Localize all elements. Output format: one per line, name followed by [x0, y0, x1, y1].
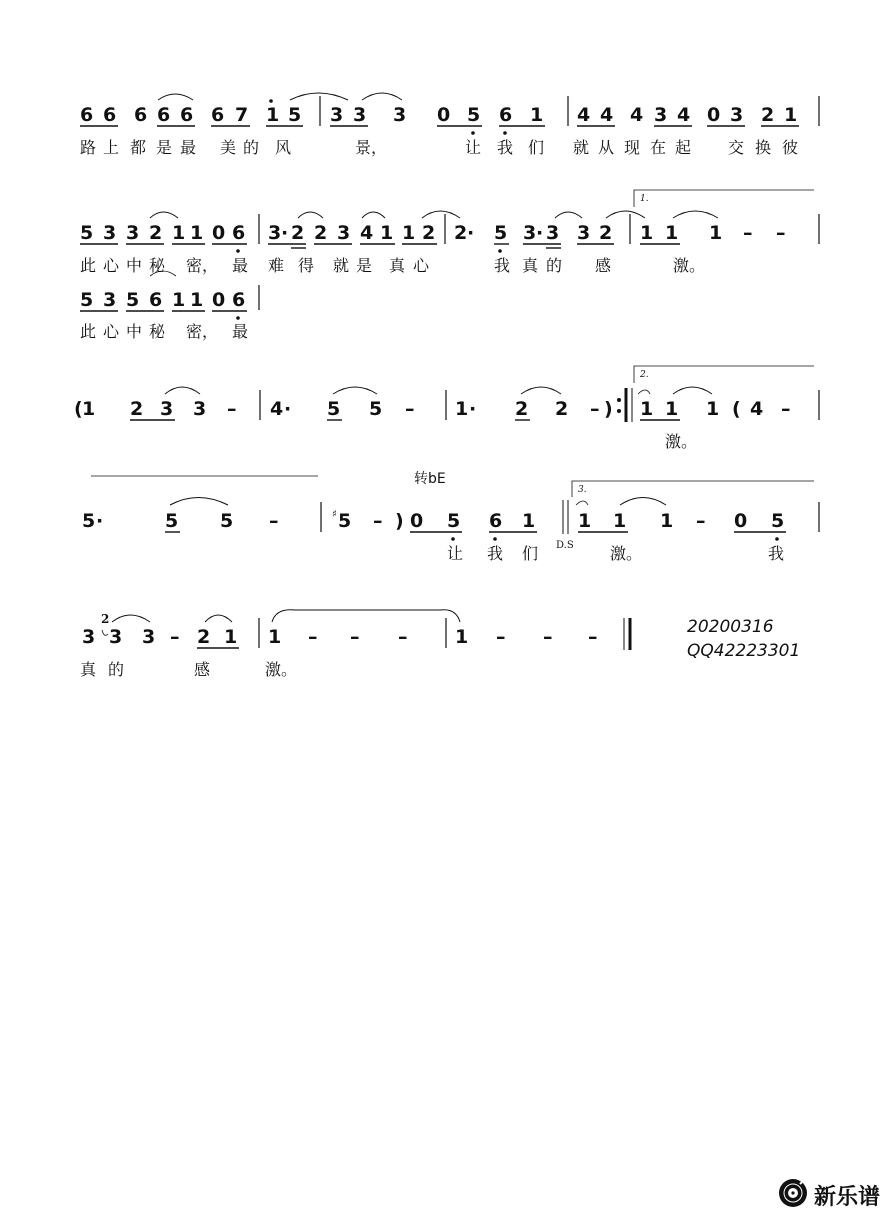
svg-text:4: 4 [577, 104, 591, 126]
svg-text:2: 2 [761, 104, 775, 126]
svg-text:感: 感 [194, 660, 211, 679]
system-6 [80, 610, 800, 679]
svg-text:换: 换 [755, 138, 772, 157]
svg-text:1: 1 [522, 510, 536, 532]
svg-text:7: 7 [235, 104, 249, 126]
svg-text:就: 就 [333, 256, 350, 275]
svg-text:的: 的 [243, 138, 260, 157]
system-5 [82, 471, 819, 563]
svg-text:让: 让 [465, 138, 482, 157]
svg-text:0: 0 [707, 104, 721, 126]
svg-text:就: 就 [573, 138, 590, 157]
svg-text:1: 1 [530, 104, 544, 126]
svg-text:路: 路 [80, 138, 97, 157]
svg-text:5: 5 [447, 510, 461, 532]
svg-text:秘: 秘 [149, 322, 166, 341]
svg-text:–: – [781, 398, 791, 420]
svg-text:真: 真 [522, 256, 539, 275]
svg-text:–: – [588, 626, 598, 648]
svg-text:起: 起 [675, 138, 692, 157]
svg-text:1: 1 [172, 289, 186, 311]
svg-text:我: 我 [487, 544, 504, 563]
svg-text:密，: 密， [186, 322, 219, 341]
svg-text:6: 6 [232, 222, 246, 244]
svg-text:5: 5 [338, 510, 352, 532]
svg-text:4: 4 [630, 104, 644, 126]
volta-3-label: 3. [578, 485, 587, 495]
svg-text:–: – [405, 398, 415, 420]
svg-text:–: – [227, 398, 237, 420]
svg-text:3: 3 [126, 222, 140, 244]
svg-text:1: 1 [640, 222, 654, 244]
brand-logo[interactable] [778, 1178, 880, 1212]
svg-text:3: 3 [337, 222, 351, 244]
svg-text:1: 1 [660, 510, 674, 532]
svg-text:3: 3 [546, 222, 560, 244]
svg-text:4: 4 [600, 104, 614, 126]
svg-text:–: – [543, 626, 553, 648]
svg-text:1: 1 [224, 626, 238, 648]
svg-text:1: 1 [784, 104, 798, 126]
system-3 [80, 285, 259, 341]
svg-text:·: · [469, 398, 477, 420]
svg-text:真: 真 [80, 660, 97, 679]
svg-text:3: 3 [523, 222, 537, 244]
svg-text:3: 3 [193, 398, 207, 420]
svg-text:5: 5 [288, 104, 302, 126]
svg-text:5: 5 [369, 398, 383, 420]
svg-text:从: 从 [598, 138, 615, 157]
svg-text:5: 5 [82, 510, 96, 532]
svg-text:2: 2 [149, 222, 163, 244]
svg-text:的: 的 [546, 256, 563, 275]
svg-text:·: · [536, 222, 544, 244]
svg-text:3: 3 [730, 104, 744, 126]
svg-text:1: 1 [190, 222, 204, 244]
svg-text:6: 6 [149, 289, 163, 311]
svg-text:此: 此 [80, 322, 97, 341]
svg-text:们: 们 [528, 138, 545, 157]
svg-text:6: 6 [489, 510, 503, 532]
svg-text:中: 中 [126, 322, 143, 341]
svg-text:1: 1 [82, 398, 96, 420]
svg-text:–: – [170, 626, 180, 648]
svg-text:是: 是 [156, 138, 173, 157]
svg-text:2: 2 [314, 222, 328, 244]
svg-text:现: 现 [624, 138, 641, 157]
volta-2-label: 2. [640, 370, 649, 380]
svg-text:1: 1 [665, 222, 679, 244]
svg-text:3: 3 [393, 104, 407, 126]
svg-text:2: 2 [454, 222, 468, 244]
svg-text:心: 心 [413, 256, 430, 275]
svg-text:6: 6 [232, 289, 246, 311]
svg-text:1: 1 [578, 510, 592, 532]
svg-text:1: 1 [455, 398, 469, 420]
svg-text:最: 最 [232, 256, 249, 275]
svg-text:2: 2 [422, 222, 436, 244]
svg-text:1: 1 [172, 222, 186, 244]
svg-text:5: 5 [80, 289, 94, 311]
svg-text:激。: 激。 [673, 256, 706, 275]
svg-text:0: 0 [410, 510, 424, 532]
svg-text:–: – [696, 510, 706, 532]
svg-text:0: 0 [437, 104, 451, 126]
key-change-label: 转bE [414, 471, 446, 487]
svg-text:1: 1 [268, 626, 282, 648]
svg-text:2: 2 [515, 398, 529, 420]
svg-text:–: – [373, 510, 383, 532]
svg-text:–: – [308, 626, 318, 648]
svg-text:·: · [284, 398, 292, 420]
system-2 [80, 190, 819, 276]
svg-text:5: 5 [467, 104, 481, 126]
volta-1-label: 1. [640, 194, 649, 204]
svg-text:): ) [395, 510, 404, 532]
svg-text:1: 1 [402, 222, 416, 244]
svg-text:最: 最 [180, 138, 197, 157]
svg-text:上: 上 [103, 138, 120, 157]
svg-text:我: 我 [497, 138, 514, 157]
svg-text:1: 1 [266, 104, 280, 126]
svg-text:心: 心 [103, 256, 120, 275]
svg-text:激。: 激。 [265, 660, 298, 679]
svg-text:·: · [467, 222, 475, 244]
svg-text:–: – [776, 222, 786, 244]
svg-text:此: 此 [80, 256, 97, 275]
svg-text:心: 心 [103, 322, 120, 341]
svg-text:–: – [398, 626, 408, 648]
svg-text:5: 5 [494, 222, 508, 244]
svg-text:3: 3 [82, 626, 96, 648]
svg-text:(: ( [732, 398, 741, 420]
svg-text:0: 0 [212, 222, 226, 244]
svg-text:得: 得 [298, 256, 315, 275]
svg-text:6: 6 [499, 104, 513, 126]
svg-text:们: 们 [522, 544, 539, 563]
svg-text:1: 1 [709, 222, 723, 244]
svg-text:5: 5 [80, 222, 94, 244]
svg-text:3: 3 [654, 104, 668, 126]
svg-text:6: 6 [211, 104, 225, 126]
svg-text:5: 5 [220, 510, 234, 532]
svg-text:难: 难 [268, 256, 285, 275]
svg-text:都: 都 [130, 138, 147, 157]
svg-text:6: 6 [80, 104, 94, 126]
svg-text:–: – [350, 626, 360, 648]
svg-text:0: 0 [212, 289, 226, 311]
svg-text:密，: 密， [186, 256, 219, 275]
svg-text:6: 6 [157, 104, 171, 126]
vinyl-record-icon [778, 1178, 808, 1212]
svg-text:在: 在 [650, 138, 667, 157]
svg-text:我: 我 [494, 256, 511, 275]
svg-text:4: 4 [360, 222, 374, 244]
svg-text:–: – [743, 222, 753, 244]
svg-text:1: 1 [380, 222, 394, 244]
svg-text:的: 的 [108, 660, 125, 679]
date-stamp: 20200316 [687, 617, 774, 637]
svg-text:2: 2 [291, 222, 305, 244]
contact-stamp: QQ42223301 [687, 641, 801, 661]
svg-text:2: 2 [599, 222, 613, 244]
svg-text:1: 1 [665, 398, 679, 420]
svg-text:景，: 景， [355, 138, 388, 157]
svg-text:6: 6 [103, 104, 117, 126]
svg-text:–: – [269, 510, 279, 532]
grace-note: 2 [101, 612, 110, 626]
lyric-ji-2: 激。 [665, 432, 698, 451]
svg-text:感: 感 [595, 256, 612, 275]
svg-text:美: 美 [220, 138, 237, 157]
svg-text:3: 3 [160, 398, 174, 420]
svg-text:♯: ♯ [332, 509, 337, 520]
svg-text:4: 4 [750, 398, 764, 420]
svg-text:4: 4 [270, 398, 284, 420]
svg-text:1: 1 [640, 398, 654, 420]
svg-text:5: 5 [165, 510, 179, 532]
svg-text:5: 5 [327, 398, 341, 420]
svg-text:是: 是 [356, 256, 373, 275]
ds-marking: D.S [556, 540, 574, 551]
svg-text:3: 3 [103, 222, 117, 244]
svg-text:中: 中 [126, 256, 143, 275]
svg-text:3: 3 [577, 222, 591, 244]
svg-text:2: 2 [130, 398, 144, 420]
svg-text:3: 3 [109, 626, 123, 648]
svg-text:0: 0 [734, 510, 748, 532]
svg-text:3: 3 [142, 626, 156, 648]
svg-text:让: 让 [447, 544, 464, 563]
svg-text:3: 3 [353, 104, 367, 126]
svg-text:3: 3 [103, 289, 117, 311]
svg-text:2: 2 [197, 626, 211, 648]
svg-text:–: – [496, 626, 506, 648]
svg-text:·: · [96, 510, 104, 532]
svg-text:交: 交 [728, 138, 745, 157]
svg-text:1: 1 [613, 510, 627, 532]
svg-text:6: 6 [180, 104, 194, 126]
svg-text:4: 4 [677, 104, 691, 126]
svg-text:秘: 秘 [149, 256, 166, 275]
svg-text:(: ( [74, 398, 83, 420]
svg-text:风: 风 [275, 138, 292, 157]
svg-text:–: – [590, 398, 600, 420]
svg-text:1: 1 [706, 398, 720, 420]
svg-text:·: · [281, 222, 289, 244]
svg-text:真: 真 [389, 256, 406, 275]
svg-text:): ) [604, 398, 613, 420]
svg-text:5: 5 [126, 289, 140, 311]
svg-text:6: 6 [134, 104, 148, 126]
brand-name: 新乐谱 [813, 1184, 880, 1210]
svg-text:我: 我 [768, 544, 785, 563]
svg-text:3: 3 [268, 222, 282, 244]
system-4 [74, 366, 819, 451]
svg-text:激。: 激。 [610, 544, 643, 563]
svg-text:1: 1 [190, 289, 204, 311]
svg-text:3: 3 [330, 104, 344, 126]
system-1 [80, 93, 819, 157]
svg-text:1: 1 [455, 626, 469, 648]
svg-text:2: 2 [555, 398, 569, 420]
svg-text:彼: 彼 [782, 138, 799, 157]
svg-text:最: 最 [232, 322, 249, 341]
svg-text:5: 5 [771, 510, 785, 532]
